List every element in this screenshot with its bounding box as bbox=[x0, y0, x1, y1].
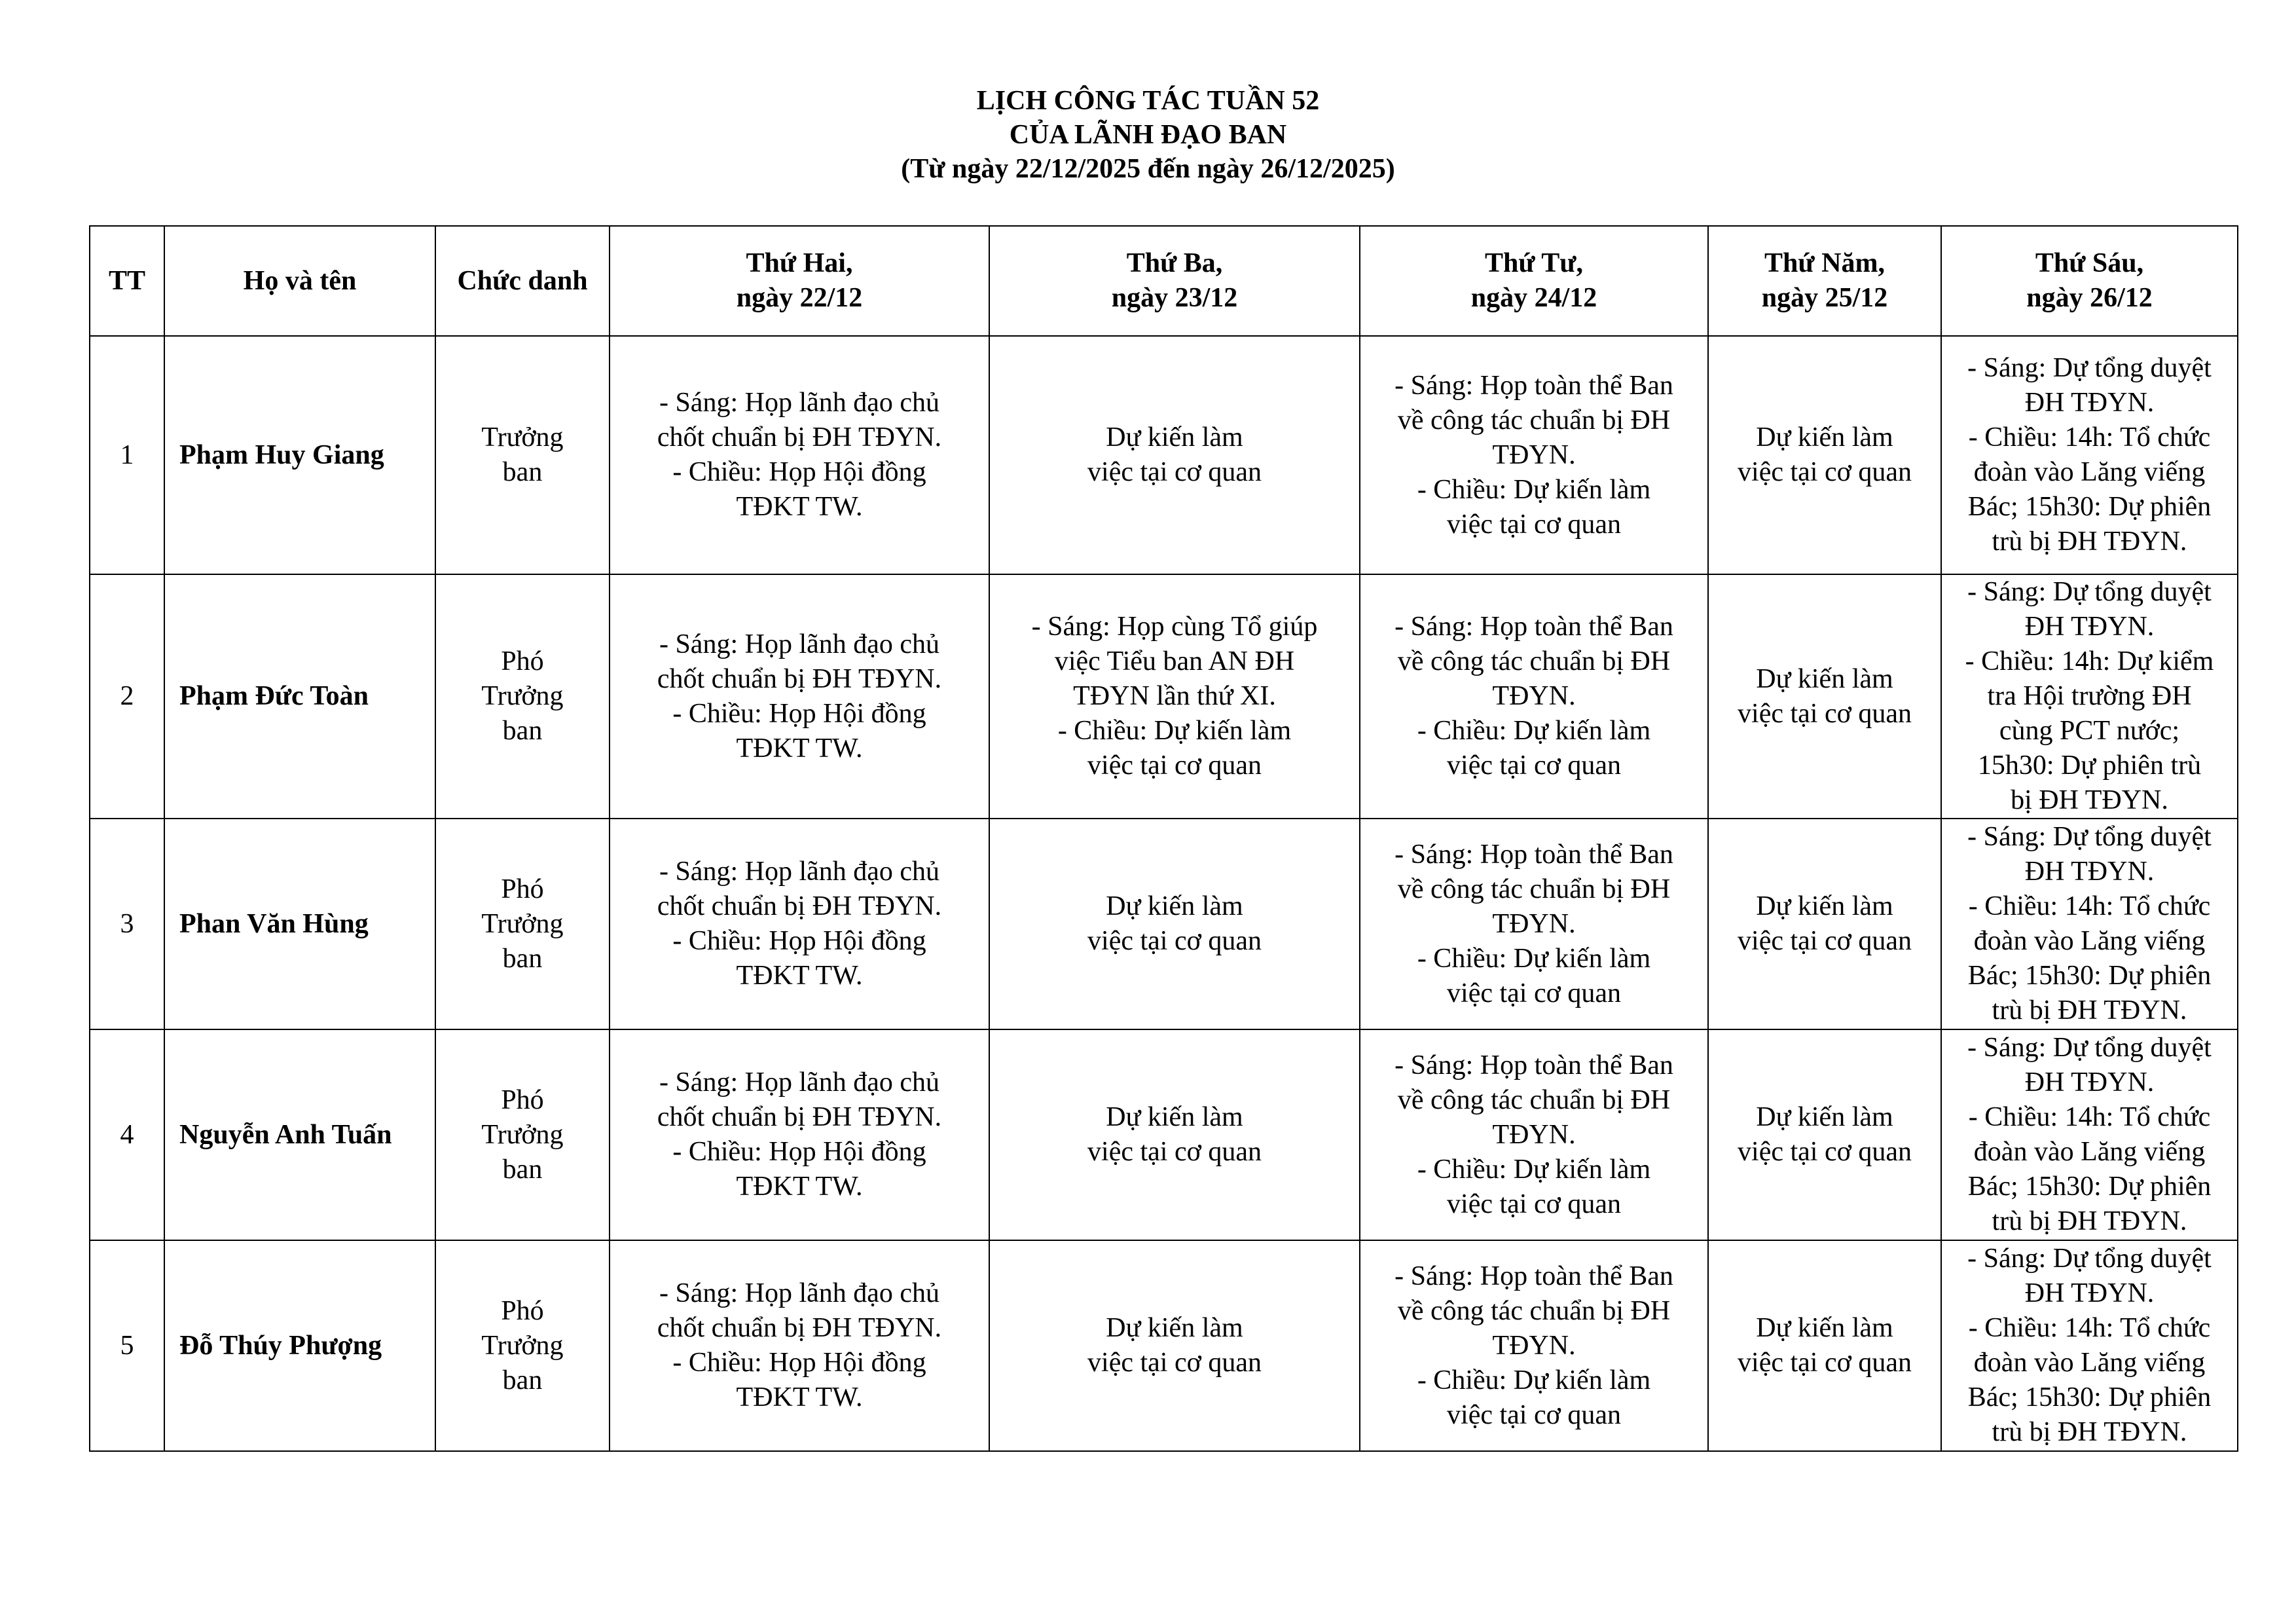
schedule-thursday: Dự kiến làm việc tại cơ quan bbox=[1708, 1029, 1941, 1240]
leader-position: Phó Trưởng ban bbox=[435, 819, 610, 1029]
schedule-friday: - Sáng: Dự tổng duyệt ĐH TĐYN. - Chiều: 14h: Tổ chức đoàn vào Lăng viếng Bác; 15h30: Dự phiên trù bị ĐH TĐYN. bbox=[1941, 1240, 2238, 1451]
title-line-3: (Từ ngày 22/12/2025 đến ngày 26/12/2025) bbox=[901, 154, 1395, 184]
header-tt: TT bbox=[90, 226, 164, 336]
leader-position: Phó Trưởng ban bbox=[435, 574, 610, 819]
leader-name: Phan Văn Hùng bbox=[164, 819, 435, 1029]
schedule-tuesday: - Sáng: Họp cùng Tổ giúp việc Tiểu ban AN ĐH TĐYN lần thứ XI. - Chiều: Dự kiến làm việc tại cơ quan bbox=[989, 574, 1360, 819]
schedule-tuesday: Dự kiến làm việc tại cơ quan bbox=[989, 1029, 1360, 1240]
header-friday: Thứ Sáu, ngày 26/12 bbox=[1941, 226, 2238, 336]
row-number: 3 bbox=[90, 819, 164, 1029]
row-number: 4 bbox=[90, 1029, 164, 1240]
header-name: Họ và tên bbox=[164, 226, 435, 336]
schedule-friday: - Sáng: Dự tổng duyệt ĐH TĐYN. - Chiều: 14h: Dự kiểm tra Hội trường ĐH cùng PCT nước; 15h30: Dự phiên trù bị ĐH TĐYN. bbox=[1941, 574, 2238, 819]
schedule-table bbox=[89, 225, 2238, 1452]
leader-position: Phó Trưởng ban bbox=[435, 1240, 610, 1451]
header-tuesday: Thứ Ba, ngày 23/12 bbox=[989, 226, 1360, 336]
schedule-monday: - Sáng: Họp lãnh đạo chủ chốt chuẩn bị ĐH TĐYN. - Chiều: Họp Hội đồng TĐKT TW. bbox=[610, 1029, 989, 1240]
schedule-tuesday: Dự kiến làm việc tại cơ quan bbox=[989, 1240, 1360, 1451]
leader-name: Nguyễn Anh Tuấn bbox=[164, 1029, 435, 1240]
schedule-monday: - Sáng: Họp lãnh đạo chủ chốt chuẩn bị ĐH TĐYN. - Chiều: Họp Hội đồng TĐKT TW. bbox=[610, 336, 989, 574]
schedule-monday: - Sáng: Họp lãnh đạo chủ chốt chuẩn bị ĐH TĐYN. - Chiều: Họp Hội đồng TĐKT TW. bbox=[610, 1240, 989, 1451]
header-thursday: Thứ Năm, ngày 25/12 bbox=[1708, 226, 1941, 336]
schedule-wednesday: - Sáng: Họp toàn thể Ban về công tác chuẩn bị ĐH TĐYN. - Chiều: Dự kiến làm việc tại cơ quan bbox=[1360, 1240, 1708, 1451]
document-title bbox=[0, 84, 2296, 186]
schedule-tuesday: Dự kiến làm việc tại cơ quan bbox=[989, 336, 1360, 574]
leader-name: Phạm Huy Giang bbox=[164, 336, 435, 574]
schedule-thursday: Dự kiến làm việc tại cơ quan bbox=[1708, 574, 1941, 819]
schedule-friday: - Sáng: Dự tổng duyệt ĐH TĐYN. - Chiều: 14h: Tổ chức đoàn vào Lăng viếng Bác; 15h30: Dự phiên trù bị ĐH TĐYN. bbox=[1941, 1029, 2238, 1240]
leader-name: Đỗ Thúy Phượng bbox=[164, 1240, 435, 1451]
schedule-thursday: Dự kiến làm việc tại cơ quan bbox=[1708, 336, 1941, 574]
schedule-monday: - Sáng: Họp lãnh đạo chủ chốt chuẩn bị ĐH TĐYN. - Chiều: Họp Hội đồng TĐKT TW. bbox=[610, 574, 989, 819]
row-number: 2 bbox=[90, 574, 164, 819]
schedule-thursday: Dự kiến làm việc tại cơ quan bbox=[1708, 1240, 1941, 1451]
header-monday: Thứ Hai, ngày 22/12 bbox=[610, 226, 989, 336]
table-row bbox=[90, 574, 2238, 819]
row-number: 5 bbox=[90, 1240, 164, 1451]
schedule-friday: - Sáng: Dự tổng duyệt ĐH TĐYN. - Chiều: 14h: Tổ chức đoàn vào Lăng viếng Bác; 15h30: Dự phiên trù bị ĐH TĐYN. bbox=[1941, 819, 2238, 1029]
title-line-2: CỦA LÃNH ĐẠO BAN bbox=[1009, 120, 1287, 150]
schedule-wednesday: - Sáng: Họp toàn thể Ban về công tác chuẩn bị ĐH TĐYN. - Chiều: Dự kiến làm việc tại cơ quan bbox=[1360, 574, 1708, 819]
schedule-wednesday: - Sáng: Họp toàn thể Ban về công tác chuẩn bị ĐH TĐYN. - Chiều: Dự kiến làm việc tại cơ quan bbox=[1360, 819, 1708, 1029]
leader-position: Phó Trưởng ban bbox=[435, 1029, 610, 1240]
header-wednesday: Thứ Tư, ngày 24/12 bbox=[1360, 226, 1708, 336]
schedule-thursday: Dự kiến làm việc tại cơ quan bbox=[1708, 819, 1941, 1029]
schedule-wednesday: - Sáng: Họp toàn thể Ban về công tác chuẩn bị ĐH TĐYN. - Chiều: Dự kiến làm việc tại cơ quan bbox=[1360, 1029, 1708, 1240]
leader-position: Trưởng ban bbox=[435, 336, 610, 574]
leader-name: Phạm Đức Toàn bbox=[164, 574, 435, 819]
header-position: Chức danh bbox=[435, 226, 610, 336]
row-number: 1 bbox=[90, 336, 164, 574]
schedule-monday: - Sáng: Họp lãnh đạo chủ chốt chuẩn bị ĐH TĐYN. - Chiều: Họp Hội đồng TĐKT TW. bbox=[610, 819, 989, 1029]
schedule-friday: - Sáng: Dự tổng duyệt ĐH TĐYN. - Chiều: 14h: Tổ chức đoàn vào Lăng viếng Bác; 15h30: Dự phiên trù bị ĐH TĐYN. bbox=[1941, 336, 2238, 574]
table-row bbox=[90, 819, 2238, 1029]
schedule-tuesday: Dự kiến làm việc tại cơ quan bbox=[989, 819, 1360, 1029]
table-row bbox=[90, 336, 2238, 574]
title-line-1: LỊCH CÔNG TÁC TUẦN 52 bbox=[976, 86, 1320, 116]
schedule-wednesday: - Sáng: Họp toàn thể Ban về công tác chuẩn bị ĐH TĐYN. - Chiều: Dự kiến làm việc tại cơ quan bbox=[1360, 336, 1708, 574]
table-header-row bbox=[90, 226, 2238, 336]
table-row bbox=[90, 1240, 2238, 1451]
table-row bbox=[90, 1029, 2238, 1240]
